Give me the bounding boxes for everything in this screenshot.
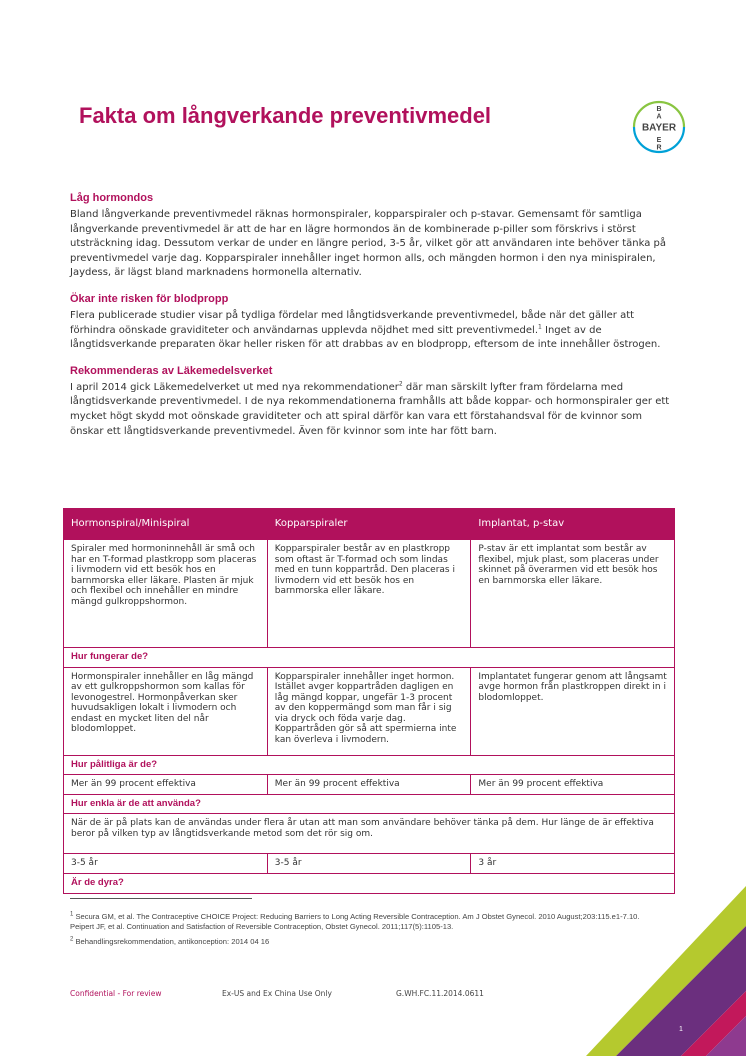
table-cell: 3-5 år: [267, 854, 471, 874]
table-cell: Spiraler med hormoninnehåll är små och har en T-formad plastkropp som placeras i livmodern vid ett besök hos en barnmorska eller läkare. Plasten är mjuk och flexibel och innehåller en mindre mängd gulkroppshormon.: [64, 540, 268, 648]
footnotes: [70, 912, 670, 953]
footnote-ref: 1: [538, 323, 542, 331]
table-cell: Mer än 99 procent effektiva: [64, 775, 268, 795]
section-body: I april 2014 gick Läkemedelverket ut med nya rekommendationer$^2$ där man särskilt lyfter fram fördelarna med långtidsverkande preventivmedel. I de nya rekommendationerna framhålls att både koppar- och hormonspiraler ger ett mycket högt skydd mot oönskade graviditeter och att spiral därför kan vara ett förstahandsval för de kvinnor som önskar ett långtidsverkande preventivmedel. Även för kvinnor som inte har fött barn.: [70, 380, 670, 437]
table-row: [64, 540, 675, 648]
table-cell: Kopparspiraler består av en plastkropp som oftast är T-formad och som lindas med en tunn koppartråd. Den placeras i livmodern vid ett besök hos en barnmorska eller läkare.: [267, 540, 471, 648]
table-section-row: [64, 874, 675, 894]
svg-text:R: R: [656, 144, 662, 152]
svg-text:B: B: [656, 106, 662, 113]
bayer-logo: [630, 98, 688, 156]
corner-stripes-decoration: [586, 886, 746, 1056]
table-row: [64, 814, 675, 854]
footnote-2: $^2$ Behandlingsrekommendation, antikonception: 2014 04 16: [70, 936, 270, 946]
svg-text:A: A: [656, 113, 662, 121]
table-cell: Mer än 99 procent effektiva: [471, 775, 675, 795]
column-header: Implantat, p-stav: [471, 509, 675, 540]
section-heading: Rekommenderas av Läkemedelsverket: [70, 364, 273, 377]
section-heading: Ökar inte risken för blodpropp: [70, 292, 229, 305]
table-cell: Implantatet fungerar genom att långsamt avge hormon från plastkroppen direkt in i blodomloppet.: [471, 667, 675, 755]
table-section-label: Hur pålitliga är de?: [64, 755, 675, 775]
table-cell: 3-5 år: [64, 854, 268, 874]
table-section-label: Hur enkla är de att använda?: [64, 794, 675, 814]
section-heading: Låg hormondos: [70, 192, 154, 204]
footer-code: G.WH.FC.11.2014.0611: [396, 989, 484, 998]
section-blood-clot: [70, 293, 676, 353]
column-header: Hormonspiral/Minispiral: [64, 509, 268, 540]
footnote-divider: [70, 898, 252, 899]
table-section-label: Är de dyra?: [64, 874, 675, 894]
table-row: [64, 667, 675, 755]
table-section-row: [64, 648, 675, 668]
table-section-row: [64, 755, 675, 775]
column-header: Kopparspiraler: [267, 509, 471, 540]
comparison-table: [63, 508, 675, 894]
main-content: [70, 192, 676, 451]
section-body: Flera publicerade studier visar på tydliga fördelar med långtidsverkande preventivmedel, både när det gäller att förhindra oönskade graviditeter och användarnas upplevda nöjdhet med sitt preventivmedel.$^1$ Inget av de långtidsverkande preparaten ökar heller risken för att drabbas av en blodpropp, eftersom de inte innehåller östrogen.: [70, 309, 661, 351]
table-section-row: [64, 794, 675, 814]
footnote-ref: 2: [398, 380, 403, 388]
footnote-1: $^1$ Secura GM, et al. The Contraceptive CHOICE Project: Reducing Barriers to Long Acting Reversible Contraception. Am J Obstet Gynecol. 2010 August;203:115.e1-7.10. Peipert JF, et al. Continuation and Satisfaction of Reversible Contraception, Obstet Gynecol. 2011;117(5):1105-13.: [70, 911, 640, 931]
table-cell: Kopparspiraler innehåller inget hormon. Istället avger koppartråden dagligen en låg mängd koppar, ungefär 1-3 procent av den koppermängd som man får i sig via dryck och föda varje dag. Koppartråden gör så att spermierna inte kan överleva i livmodern.: [267, 667, 471, 755]
table-cell: 3 år: [471, 854, 675, 874]
section-recommendation: [70, 365, 676, 439]
section-body: Bland långverkande preventivmedel räknas hormonspiraler, kopparspiraler och p-stavar. Gemensamt för samtliga långverkande preventivmedel är att de har en lägre hormondos än de kombinerade p-piller som förskrivs i störst utsträckning idag. Dessutom verkar de under en längre period, 3-5 år, vilket gör att användaren inte behöver tänka på preventivmedel varje dag. Kopparspiraler innehåller inget hormon alls, och mängden hormon i den nya minispiralen, Jaydess, är lägst bland marknadens hormonella alternativ.: [70, 209, 667, 279]
table-row: [64, 854, 675, 874]
table-cell: P-stav är ett implantat som består av flexibel, mjuk plast, som placeras under skinnet på överarmen vid ett besök hos en barnmorska eller läkare.: [471, 540, 675, 648]
table-cell: När de är på plats kan de användas under flera år utan att man som användare behöver tänka på dem. Hur länge de är effektiva beror på vilken typ av långtidsverkande metod som det rör sig om.: [64, 814, 675, 854]
section-low-hormone: [70, 192, 676, 281]
footer-confidential: Confidential - For review: [70, 989, 162, 998]
table-cell: Hormonspiraler innehåller en låg mängd av ett gulkroppshormon som kallas för levonogestrel. Hormonpåverkan sker huvudsakligen lokalt i livmodern och endast en mycket liten del når blodomloppet.: [64, 667, 268, 755]
table-section-label: Hur fungerar de?: [64, 648, 675, 668]
table-header-row: [64, 509, 675, 540]
logo-text-horizontal: BAYER: [641, 122, 677, 134]
footer-scope: Ex-US and Ex China Use Only: [222, 989, 332, 998]
table-cell: Mer än 99 procent effektiva: [267, 775, 471, 795]
svg-text:E: E: [656, 137, 662, 144]
page-title: Fakta om långverkande preventivmedel: [79, 103, 492, 128]
table-row: [64, 775, 675, 795]
page-number: 1: [679, 1026, 683, 1033]
